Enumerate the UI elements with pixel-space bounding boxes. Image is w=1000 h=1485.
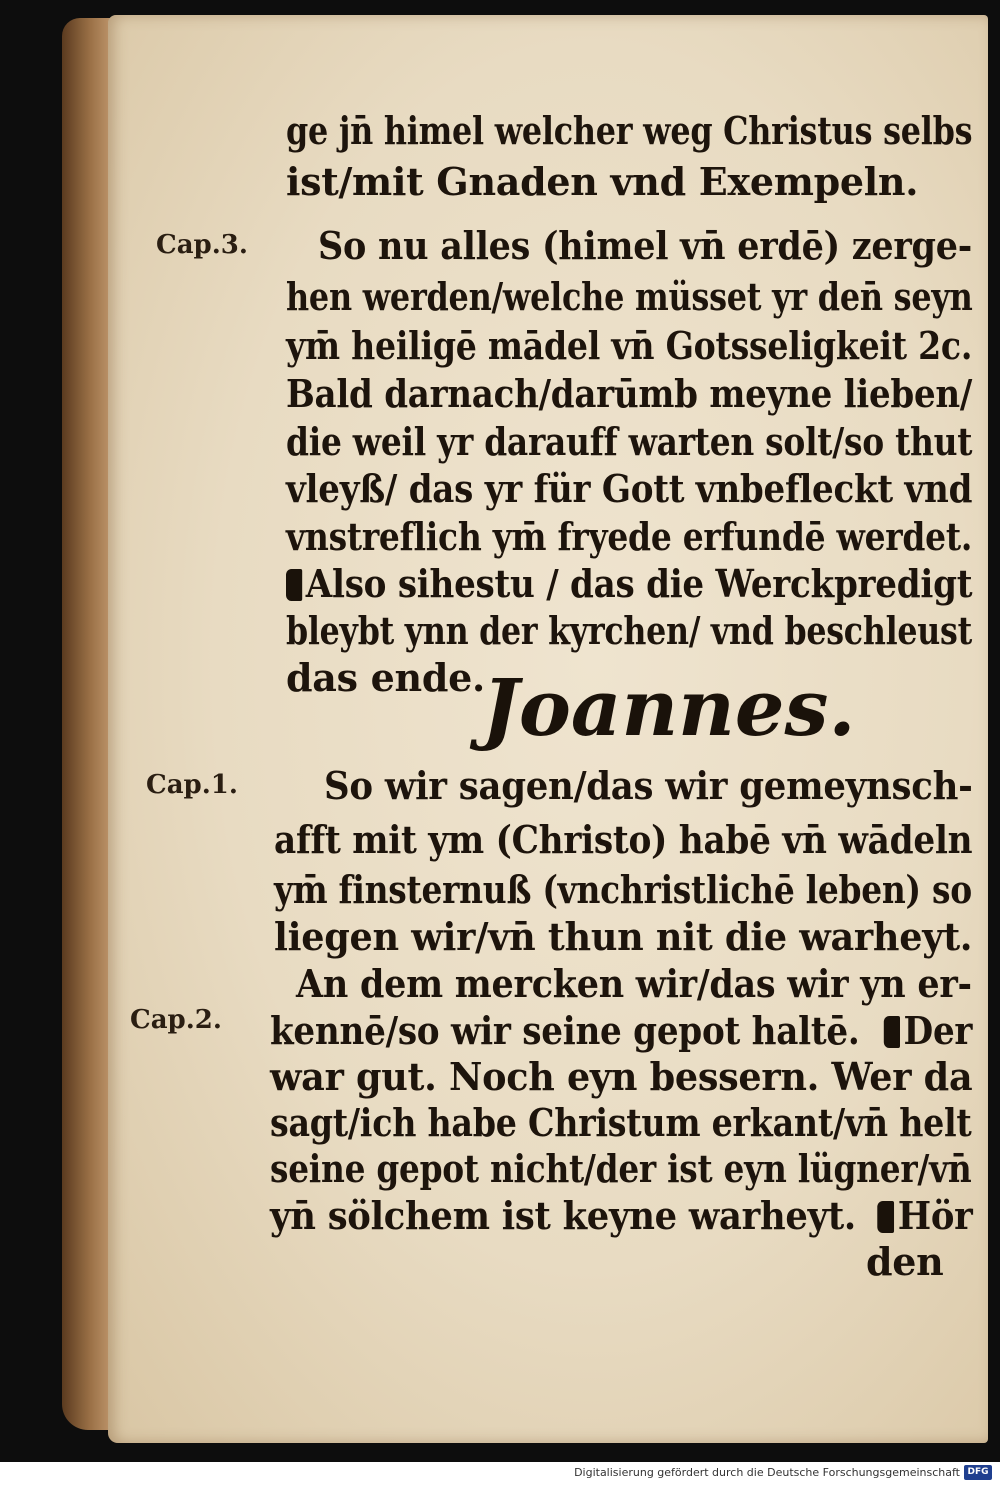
text-span: kennē/so wir seine gepot haltē. bbox=[270, 1008, 860, 1053]
margin-note-cap2: Cap.2. bbox=[130, 1005, 222, 1035]
text-line: afft mit ym (Christo) habē vn̄ wādeln bbox=[274, 817, 973, 862]
text-span: Also sihestu / das die Werckpredigt bbox=[305, 561, 973, 606]
text-line: den bbox=[866, 1239, 944, 1284]
text-line: So nu alles (himel vn̄ erdē) zerge- bbox=[318, 223, 972, 268]
margin-note-cap1: Cap.1. bbox=[146, 770, 238, 800]
text-line: An dem mercken wir/das wir yn er- bbox=[296, 961, 972, 1006]
text-line: das ende. bbox=[286, 655, 485, 700]
text-line: vnstreflich ym̄ fryede erfundē werdet. bbox=[286, 514, 973, 559]
text-line: die weil yr darauff warten solt/so thut bbox=[286, 419, 973, 464]
text-line: bleybt ynn der kyrchen/ vnd beschleust bbox=[286, 608, 972, 653]
text-line: vleyß/ das yr für Gott vnbefleckt vnd bbox=[286, 466, 973, 511]
text-line: ym̄ finsternuß (vnchristlichē leben) so bbox=[274, 867, 972, 912]
text-line: hen werden/welche müsset yr den̄ seyn bbox=[286, 274, 973, 319]
dfg-logo[interactable]: DFG bbox=[964, 1465, 992, 1480]
text-line: So wir sagen/das wir gemeynsch- bbox=[324, 763, 973, 808]
margin-note-cap3: Cap.3. bbox=[156, 230, 248, 260]
text-line: ist/mit Gnaden vnd Exempeln. bbox=[286, 159, 919, 204]
pilcrow-mark bbox=[884, 1016, 900, 1048]
text-line bbox=[270, 1008, 973, 1053]
footer-credit: Digitalisierung gefördert durch die Deutsche Forschungsgemeinschaft bbox=[574, 1466, 960, 1479]
text-line: war gut. Noch eyn bessern. Wer da bbox=[270, 1054, 973, 1099]
pilcrow-mark bbox=[286, 569, 302, 601]
pilcrow-mark bbox=[877, 1201, 894, 1233]
text-line bbox=[286, 561, 973, 606]
text-line: seine gepot nicht/der ist eyn lügner/vn̄ bbox=[270, 1146, 972, 1191]
text-span: Hör bbox=[897, 1193, 973, 1238]
text-line: ge jn̄ himel welcher weg Christus selbs bbox=[286, 108, 973, 153]
book-page bbox=[108, 15, 988, 1443]
text-line: liegen wir/vn̄ thun nit die warheyt. bbox=[274, 914, 973, 959]
text-line: Bald darnach/darūmb meyne lieben/ bbox=[286, 371, 973, 416]
text-line bbox=[270, 1193, 973, 1238]
text-span: Der bbox=[903, 1008, 973, 1053]
text-span: yn̄ sölchem ist keyne warheyt. bbox=[270, 1193, 856, 1238]
text-line: sagt/ich habe Christum erkant/vn̄ helt bbox=[270, 1100, 972, 1145]
section-heading: Joannes. bbox=[482, 663, 856, 754]
footer-bar bbox=[0, 1462, 1000, 1485]
text-line: ym̄ heiligē mādel vn̄ Gotsseligkeit 2c. bbox=[286, 323, 973, 368]
